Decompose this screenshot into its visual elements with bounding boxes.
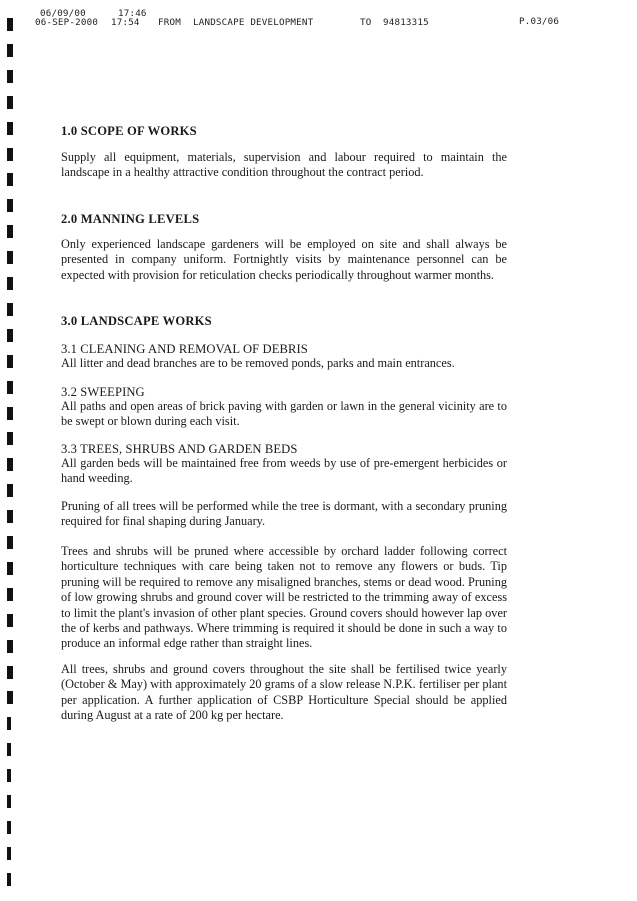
edge-mark bbox=[7, 458, 13, 471]
fax-from-label: FROM bbox=[158, 17, 181, 28]
fax-sender: LANDSCAPE DEVELOPMENT bbox=[193, 17, 314, 28]
paragraph-fertilising: All trees, shrubs and ground covers throughout the site shall be fertilised twice yearly (October & May) with approximately 20 grams of a slow release N.P.K. fertiliser per plant per application. A further application of CSBP Horticulture Special should be applied during August at a rate of 200 kg per hectare. bbox=[61, 662, 507, 723]
edge-mark bbox=[7, 666, 13, 679]
edge-mark bbox=[7, 407, 13, 420]
edge-mark bbox=[7, 743, 11, 756]
edge-mark bbox=[7, 847, 11, 860]
edge-mark bbox=[7, 70, 13, 83]
section-title-scope: 1.0 SCOPE OF WORKS bbox=[61, 124, 197, 138]
paragraph-trees-weeding: All garden beds will be maintained free from weeds by use of pre-emergent herbicides or hand weeding. bbox=[61, 456, 507, 486]
edge-mark bbox=[7, 510, 13, 523]
edge-mark bbox=[7, 225, 13, 238]
edge-mark bbox=[7, 562, 13, 575]
fax-page-number: P.03/06 bbox=[519, 16, 560, 27]
fax-sent-time: 17:46 bbox=[118, 8, 147, 19]
paragraph-trees-shrubs: Trees and shrubs will be pruned where accessible by orchard ladder following correct horticulture techniques with care being taken not to remove any flowers or buds. Tip pruning will be required to remove any misaligned branches, stems or dead wood. Pruning of low growing shrubs and ground cover will be restricted to the trimming away of excess to limit the plant's invasion of other plant species. Ground covers should however lap over the of kerbs and pathways. Where trimming is required it should be done in such a way to produce an informal edge rather than straight lines. bbox=[61, 544, 507, 651]
edge-mark bbox=[7, 640, 13, 653]
fax-received-date: 06-SEP-2000 bbox=[35, 17, 99, 28]
edge-mark bbox=[7, 873, 11, 886]
fax-sent-date: 06/09/00 bbox=[40, 8, 86, 19]
edge-mark bbox=[7, 148, 13, 161]
paragraph-cleaning: All litter and dead branches are to be removed ponds, parks and main entrances. bbox=[61, 356, 455, 370]
section-title-landscape: 3.0 LANDSCAPE WORKS bbox=[61, 314, 212, 328]
fax-header bbox=[0, 0, 637, 40]
edge-mark bbox=[7, 588, 13, 601]
edge-mark bbox=[7, 795, 11, 808]
edge-mark bbox=[7, 251, 13, 264]
edge-mark bbox=[7, 614, 13, 627]
edge-mark bbox=[7, 277, 13, 290]
fax-to-label: TO bbox=[360, 17, 372, 28]
paragraph-manning: Only experienced landscape gardeners will be employed on site and shall always be presented in company uniform. Fortnightly visits by maintenance personnel can be expected with provision for reticulation checks periodically throughout warmer months. bbox=[61, 237, 507, 282]
edge-mark bbox=[7, 44, 13, 57]
paragraph-sweeping: All paths and open areas of brick paving with garden or lawn in the general vicinity are to be swept or blown during each visit. bbox=[61, 399, 507, 429]
fax-edge-marks bbox=[7, 0, 17, 901]
fax-recipient-number: 94813315 bbox=[383, 17, 429, 28]
subsection-title-cleaning: 3.1 CLEANING AND REMOVAL OF DEBRIS bbox=[61, 342, 308, 356]
fax-received-time: 17:54 bbox=[111, 17, 140, 28]
edge-mark bbox=[7, 381, 13, 394]
paragraph-scope: Supply all equipment, materials, supervision and labour required to maintain the landscape in a healthy attractive condition throughout the contract period. bbox=[61, 150, 507, 180]
edge-mark bbox=[7, 432, 13, 445]
section-title-manning: 2.0 MANNING LEVELS bbox=[61, 212, 200, 226]
subsection-title-trees: 3.3 TREES, SHRUBS AND GARDEN BEDS bbox=[61, 442, 298, 456]
edge-mark bbox=[7, 122, 13, 135]
edge-mark bbox=[7, 96, 13, 109]
edge-mark bbox=[7, 303, 13, 316]
edge-mark bbox=[7, 536, 13, 549]
edge-mark bbox=[7, 355, 13, 368]
edge-mark bbox=[7, 18, 13, 31]
edge-mark bbox=[7, 329, 13, 342]
edge-mark bbox=[7, 821, 11, 834]
paragraph-trees-pruning: Pruning of all trees will be performed while the tree is dormant, with a secondary pruning required for final shaping during January. bbox=[61, 499, 507, 529]
edge-mark bbox=[7, 199, 13, 212]
edge-mark bbox=[7, 769, 11, 782]
edge-mark bbox=[7, 173, 13, 186]
edge-mark bbox=[7, 484, 13, 497]
edge-mark bbox=[7, 691, 13, 704]
subsection-title-sweeping: 3.2 SWEEPING bbox=[61, 385, 145, 399]
edge-mark bbox=[7, 717, 11, 730]
